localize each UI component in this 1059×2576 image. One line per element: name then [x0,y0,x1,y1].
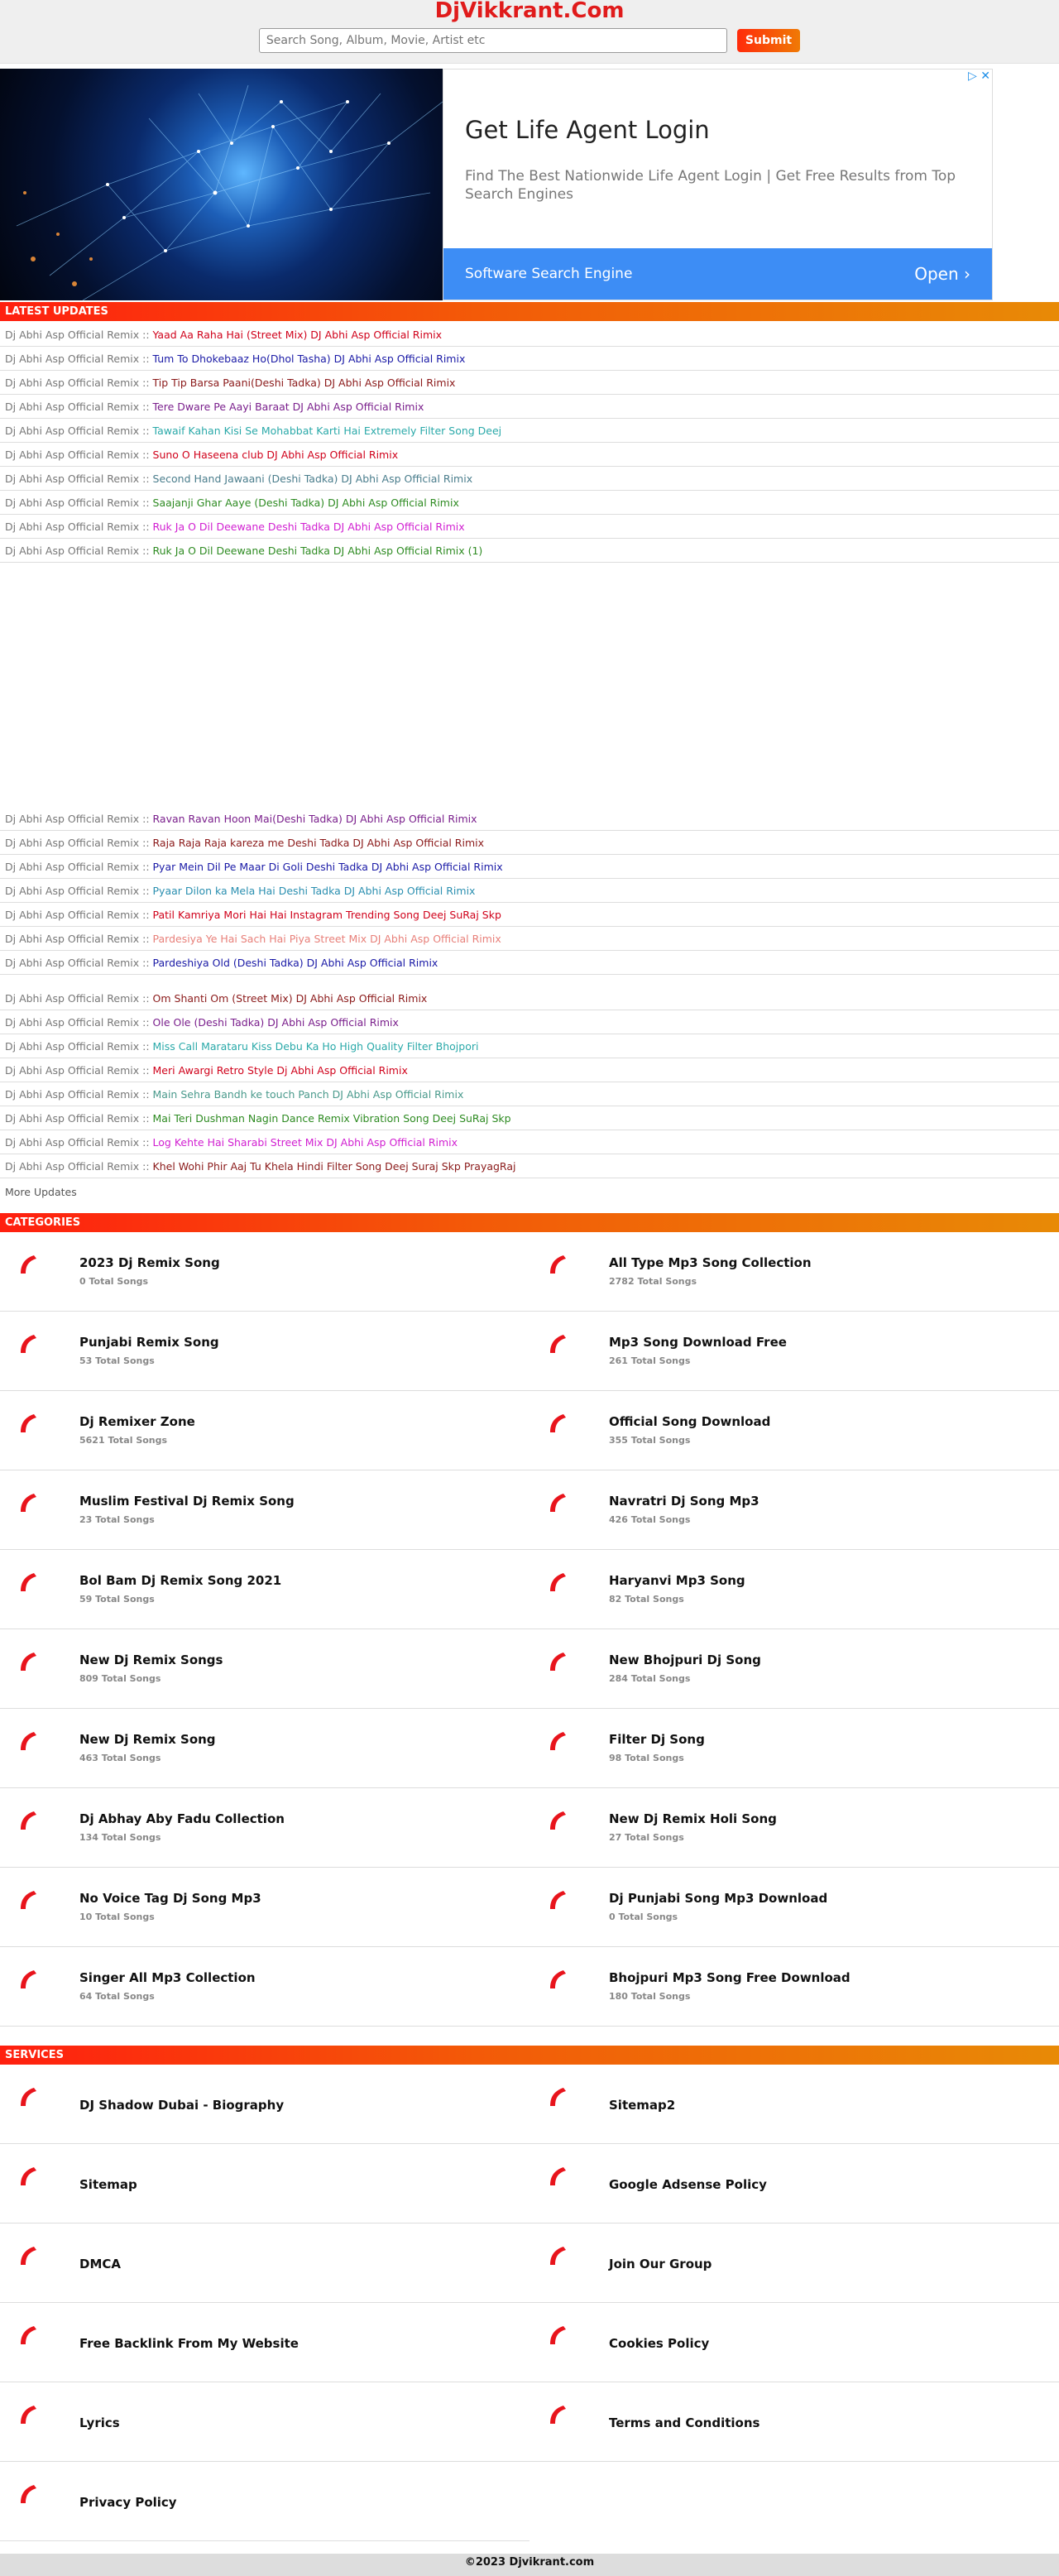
network-globe-graphic [0,69,443,300]
update-row [0,1130,1059,1154]
update-artist-prefix[interactable]: Dj Abhi Asp Official Remix :: [5,1160,153,1173]
ad-image[interactable] [0,69,443,300]
update-song-link[interactable]: Raja Raja Raja kareza me Deshi Tadka DJ Abhi Asp Official Rimix [152,837,485,849]
update-row [0,986,1059,1010]
update-artist-prefix[interactable]: Dj Abhi Asp Official Remix :: [5,957,153,969]
category-title[interactable]: Muslim Festival Dj Remix Song [79,1494,295,1509]
update-artist-prefix[interactable]: Dj Abhi Asp Official Remix :: [5,520,153,533]
update-song-link[interactable]: Om Shanti Om (Street Mix) DJ Abhi Asp Official Rimix [152,992,428,1005]
category-title[interactable]: New Bhojpuri Dj Song [609,1653,761,1667]
update-artist-prefix[interactable]: Dj Abhi Asp Official Remix :: [5,861,153,873]
category-title[interactable]: Bhojpuri Mp3 Song Free Download [609,1970,851,1985]
music-note-icon [546,1254,568,1275]
update-song-link[interactable]: Khel Wohi Phir Aaj Tu Khela Hindi Filter Song Deej Suraj Skp PrayagRaj [152,1160,516,1173]
update-row [0,903,1059,927]
category-item[interactable] [530,1470,1059,1550]
submit-button[interactable]: Submit [737,29,800,52]
music-note-icon [546,1571,568,1593]
update-song-link[interactable]: Meri Awargi Retro Style Dj Abhi Asp Official Rimix [152,1064,408,1077]
category-song-count: 82 Total Songs [609,1594,684,1605]
category-item[interactable] [0,1470,530,1550]
music-note-icon [546,1492,568,1513]
category-title[interactable]: Official Song Download [609,1414,771,1429]
category-song-count: 5621 Total Songs [79,1435,168,1446]
service-link[interactable]: Lyrics [79,2415,120,2430]
ad-bar-label: Software Search Engine [465,266,633,282]
update-artist-prefix[interactable]: Dj Abhi Asp Official Remix :: [5,1112,153,1125]
music-note-icon [546,2245,568,2267]
category-item[interactable] [0,1947,530,2027]
ad-headline[interactable]: Get Life Agent Login [465,116,710,144]
category-title[interactable]: Dj Abhay Aby Fadu Collection [79,1811,285,1826]
music-note-icon [546,1730,568,1752]
advertisement[interactable] [0,69,993,300]
update-song-link[interactable]: Pyar Mein Dil Pe Maar Di Goli Deshi Tadka DJ Abhi Asp Official Rimix [152,861,503,873]
update-artist-prefix[interactable]: Dj Abhi Asp Official Remix :: [5,909,153,921]
service-item[interactable] [0,2223,530,2303]
update-song-link[interactable]: Tere Dware Pe Aayi Baraat DJ Abhi Asp Official Rimix [152,401,424,413]
service-link[interactable]: Cookies Policy [609,2336,710,2351]
update-song-link[interactable]: Main Sehra Bandh ke touch Panch DJ Abhi Asp Official Rimix [152,1088,464,1101]
update-artist-prefix[interactable]: Dj Abhi Asp Official Remix :: [5,425,153,437]
category-song-count: 10 Total Songs [79,1912,155,1922]
category-title[interactable]: Haryanvi Mp3 Song [609,1573,745,1588]
service-item[interactable] [530,2382,1059,2462]
update-row [0,419,1059,443]
category-item[interactable] [530,1232,1059,1312]
update-song-link[interactable]: Pardeshiya Old (Deshi Tadka) DJ Abhi Asp Official Rimix [152,957,438,969]
category-song-count: 2782 Total Songs [609,1276,697,1287]
service-item[interactable] [0,2303,530,2382]
category-item[interactable] [530,1947,1059,2027]
service-link[interactable]: DJ Shadow Dubai - Biography [79,2098,285,2113]
update-artist-prefix[interactable]: Dj Abhi Asp Official Remix :: [5,544,153,557]
music-note-icon [17,1254,38,1275]
category-song-count: 0 Total Songs [609,1912,678,1922]
service-item[interactable] [530,2303,1059,2382]
music-note-icon [17,2324,38,2346]
music-note-icon [17,2166,38,2187]
service-link[interactable]: Sitemap [79,2177,137,2192]
music-note-icon [546,1333,568,1355]
service-item[interactable] [0,2144,530,2223]
music-note-icon [17,1651,38,1672]
update-row [0,879,1059,903]
update-artist-prefix[interactable]: Dj Abhi Asp Official Remix :: [5,496,153,509]
category-item[interactable] [0,1868,530,1947]
update-song-link[interactable]: Miss Call Marataru Kiss Debu Ka Ho High Quality Filter Bhojpori [152,1040,479,1053]
latest-updates-list [0,986,1059,1178]
music-note-icon [17,1571,38,1593]
category-item[interactable] [530,1312,1059,1391]
category-title[interactable]: 2023 Dj Remix Song [79,1255,220,1270]
music-note-icon [546,1889,568,1911]
service-link[interactable]: Join Our Group [609,2257,712,2271]
update-row [0,443,1059,467]
ad-choices-icon[interactable]: ▷ ✕ [968,70,990,83]
update-song-link[interactable]: Pardesiya Ye Hai Sach Hai Piya Street Mix DJ Abhi Asp Official Rimix [152,933,501,945]
categories-grid [0,1232,1059,2027]
update-artist-prefix[interactable]: Dj Abhi Asp Official Remix :: [5,377,153,389]
update-artist-prefix[interactable]: Dj Abhi Asp Official Remix :: [5,1016,153,1029]
music-note-icon [17,2245,38,2267]
update-artist-prefix[interactable]: Dj Abhi Asp Official Remix :: [5,401,153,413]
category-item[interactable] [0,1788,530,1868]
category-title[interactable]: Dj Remixer Zone [79,1414,195,1429]
category-item[interactable] [0,1709,530,1788]
update-artist-prefix[interactable]: Dj Abhi Asp Official Remix :: [5,1088,153,1101]
music-note-icon [17,1889,38,1911]
service-link[interactable]: Google Adsense Policy [609,2177,767,2192]
category-song-count: 355 Total Songs [609,1435,691,1446]
update-artist-prefix[interactable]: Dj Abhi Asp Official Remix :: [5,449,153,461]
music-note-icon [546,1651,568,1672]
category-title[interactable]: Navratri Dj Song Mp3 [609,1494,760,1509]
category-song-count: 284 Total Songs [609,1673,691,1684]
update-row [0,1058,1059,1082]
update-row [0,1010,1059,1034]
search-form [0,28,1059,53]
update-row [0,927,1059,951]
more-updates-link[interactable]: More Updates [5,1186,77,1198]
ad-open-button[interactable]: Open › [914,264,970,284]
update-song-link[interactable]: Ruk Ja O Dil Deewane Deshi Tadka DJ Abhi Asp Official Rimix (1) [152,544,483,557]
category-title[interactable]: Singer All Mp3 Collection [79,1970,256,1985]
more-updates-container [0,1180,1059,1204]
category-song-count: 98 Total Songs [609,1753,684,1763]
site-header [0,0,1059,64]
update-row [0,347,1059,371]
update-row [0,1034,1059,1058]
music-note-icon [17,1810,38,1831]
music-note-icon [17,1492,38,1513]
search-input[interactable] [259,28,727,53]
update-row [0,515,1059,539]
update-row [0,323,1059,347]
site-title[interactable]: DjVikkrant.Com [434,0,625,23]
update-song-link[interactable]: Mai Teri Dushman Nagin Dance Remix Vibration Song Deej SuRaj Skp [152,1112,511,1125]
category-title[interactable]: No Voice Tag Dj Song Mp3 [79,1891,261,1906]
category-title[interactable]: New Dj Remix Holi Song [609,1811,777,1826]
update-row [0,491,1059,515]
latest-updates-list [0,323,1059,563]
update-row [0,831,1059,855]
category-title[interactable]: New Dj Remix Song [79,1732,216,1747]
music-note-icon [17,2483,38,2505]
category-title[interactable]: Punjabi Remix Song [79,1335,219,1350]
service-link[interactable]: Privacy Policy [79,2495,177,2510]
update-artist-prefix[interactable]: Dj Abhi Asp Official Remix :: [5,1136,153,1149]
category-item[interactable] [530,1550,1059,1629]
ad-content[interactable] [443,69,993,300]
music-note-icon [546,1969,568,1990]
update-artist-prefix[interactable]: Dj Abhi Asp Official Remix :: [5,837,153,849]
update-song-link[interactable]: Ruk Ja O Dil Deewane Deshi Tadka DJ Abhi Asp Official Rimix [152,520,465,533]
update-song-link[interactable]: Saajanji Ghar Aaye (Deshi Tadka) DJ Abhi Asp Official Rimix [152,496,459,509]
update-song-link[interactable]: Second Hand Jawaani (Deshi Tadka) DJ Abhi Asp Official Rimix [152,473,473,485]
category-item[interactable] [530,1868,1059,1947]
category-title[interactable]: Dj Punjabi Song Mp3 Download [609,1891,828,1906]
category-title[interactable]: Bol Bam Dj Remix Song 2021 [79,1573,282,1588]
category-item[interactable] [0,1232,530,1312]
category-song-count: 59 Total Songs [79,1594,155,1605]
update-artist-prefix[interactable]: Dj Abhi Asp Official Remix :: [5,992,153,1005]
update-artist-prefix[interactable]: Dj Abhi Asp Official Remix :: [5,885,153,897]
update-row [0,855,1059,879]
category-item[interactable] [0,1550,530,1629]
music-note-icon [17,2404,38,2425]
update-song-link[interactable]: Tawaif Kahan Kisi Se Mohabbat Karti Hai Extremely Filter Song Deej [152,425,502,437]
category-item[interactable] [530,1709,1059,1788]
latest-updates-header: LATEST UPDATES [0,302,1059,321]
update-row [0,395,1059,419]
category-song-count: 426 Total Songs [609,1514,691,1525]
update-artist-prefix[interactable]: Dj Abhi Asp Official Remix :: [5,933,153,945]
category-title[interactable]: Mp3 Song Download Free [609,1335,787,1350]
update-song-link[interactable]: Ravan Ravan Hoon Mai(Deshi Tadka) DJ Abhi Asp Official Rimix [152,813,477,825]
category-song-count: 64 Total Songs [79,1991,155,2002]
music-note-icon [546,1810,568,1831]
update-row [0,467,1059,491]
update-row [0,371,1059,395]
service-item[interactable] [530,2065,1059,2144]
service-item[interactable] [0,2462,530,2541]
category-title[interactable]: All Type Mp3 Song Collection [609,1255,812,1270]
category-song-count: 809 Total Songs [79,1673,161,1684]
update-row [0,1082,1059,1106]
ad-action-bar[interactable] [443,248,992,300]
service-link[interactable]: Free Backlink From My Website [79,2336,299,2351]
service-item[interactable] [0,2382,530,2462]
category-song-count: 463 Total Songs [79,1753,161,1763]
update-row [0,951,1059,975]
music-note-icon [546,2086,568,2108]
latest-updates-list [0,807,1059,975]
music-note-icon [17,2086,38,2108]
categories-header: CATEGORIES [0,1213,1059,1232]
music-note-icon [17,1969,38,1990]
category-item[interactable] [530,1788,1059,1868]
music-note-icon [546,1413,568,1434]
update-artist-prefix[interactable]: Dj Abhi Asp Official Remix :: [5,1040,153,1053]
update-song-link[interactable]: Log Kehte Hai Sharabi Street Mix DJ Abhi Asp Official Rimix [152,1136,458,1149]
service-item[interactable] [530,2144,1059,2223]
update-song-link[interactable]: Pyaar Dilon ka Mela Hai Deshi Tadka DJ Abhi Asp Official Rimix [152,885,476,897]
update-song-link[interactable]: Tum To Dhokebaaz Ho(Dhol Tasha) DJ Abhi Asp Official Rimix [152,353,466,365]
update-song-link[interactable]: Suno O Haseena club DJ Abhi Asp Official Rimix [152,449,399,461]
update-song-link[interactable]: Patil Kamriya Mori Hai Hai Instagram Trending Song Deej SuRaj Skp [152,909,501,921]
music-note-icon [17,1413,38,1434]
music-note-icon [546,2166,568,2187]
services-grid [0,2065,1059,2541]
update-artist-prefix[interactable]: Dj Abhi Asp Official Remix :: [5,1064,153,1077]
update-song-link[interactable]: Ole Ole (Deshi Tadka) DJ Abhi Asp Official Rimix [152,1016,399,1029]
service-item[interactable] [0,2065,530,2144]
update-artist-prefix[interactable]: Dj Abhi Asp Official Remix :: [5,353,153,365]
category-item[interactable] [0,1391,530,1470]
update-row [0,807,1059,831]
service-link[interactable]: Terms and Conditions [609,2415,760,2430]
category-song-count: 134 Total Songs [79,1832,161,1843]
category-item[interactable] [0,1629,530,1709]
update-artist-prefix[interactable]: Dj Abhi Asp Official Remix :: [5,473,153,485]
service-link[interactable]: Sitemap2 [609,2098,676,2113]
service-link[interactable]: DMCA [79,2257,121,2271]
update-row [0,539,1059,563]
category-item[interactable] [530,1391,1059,1470]
update-song-link[interactable]: Tip Tip Barsa Paani(Deshi Tadka) DJ Abhi Asp Official Rimix [152,377,456,389]
service-item[interactable] [530,2223,1059,2303]
category-title[interactable]: Filter Dj Song [609,1732,705,1747]
ad-description[interactable]: Find The Best Nationwide Life Agent Login | Get Free Results from Top Search Engines [465,168,956,203]
category-song-count: 261 Total Songs [609,1355,691,1366]
category-song-count: 23 Total Songs [79,1514,155,1525]
music-note-icon [546,2404,568,2425]
category-song-count: 27 Total Songs [609,1832,684,1843]
footer-copyright: ©2023 Djvikrant.com [0,2554,1059,2576]
update-artist-prefix[interactable]: Dj Abhi Asp Official Remix :: [5,813,153,825]
update-artist-prefix[interactable]: Dj Abhi Asp Official Remix :: [5,329,153,341]
music-note-icon [17,1333,38,1355]
update-row [0,1106,1059,1130]
category-item[interactable] [0,1312,530,1391]
category-title[interactable]: New Dj Remix Songs [79,1653,223,1667]
category-song-count: 0 Total Songs [79,1276,149,1287]
music-note-icon [17,1730,38,1752]
services-header: SERVICES [0,2046,1059,2065]
update-row [0,1154,1059,1178]
category-song-count: 180 Total Songs [609,1991,691,2002]
category-item[interactable] [530,1629,1059,1709]
update-song-link[interactable]: Yaad Aa Raha Hai (Street Mix) DJ Abhi Asp Official Rimix [152,329,443,341]
music-note-icon [546,2324,568,2346]
category-song-count: 53 Total Songs [79,1355,155,1366]
